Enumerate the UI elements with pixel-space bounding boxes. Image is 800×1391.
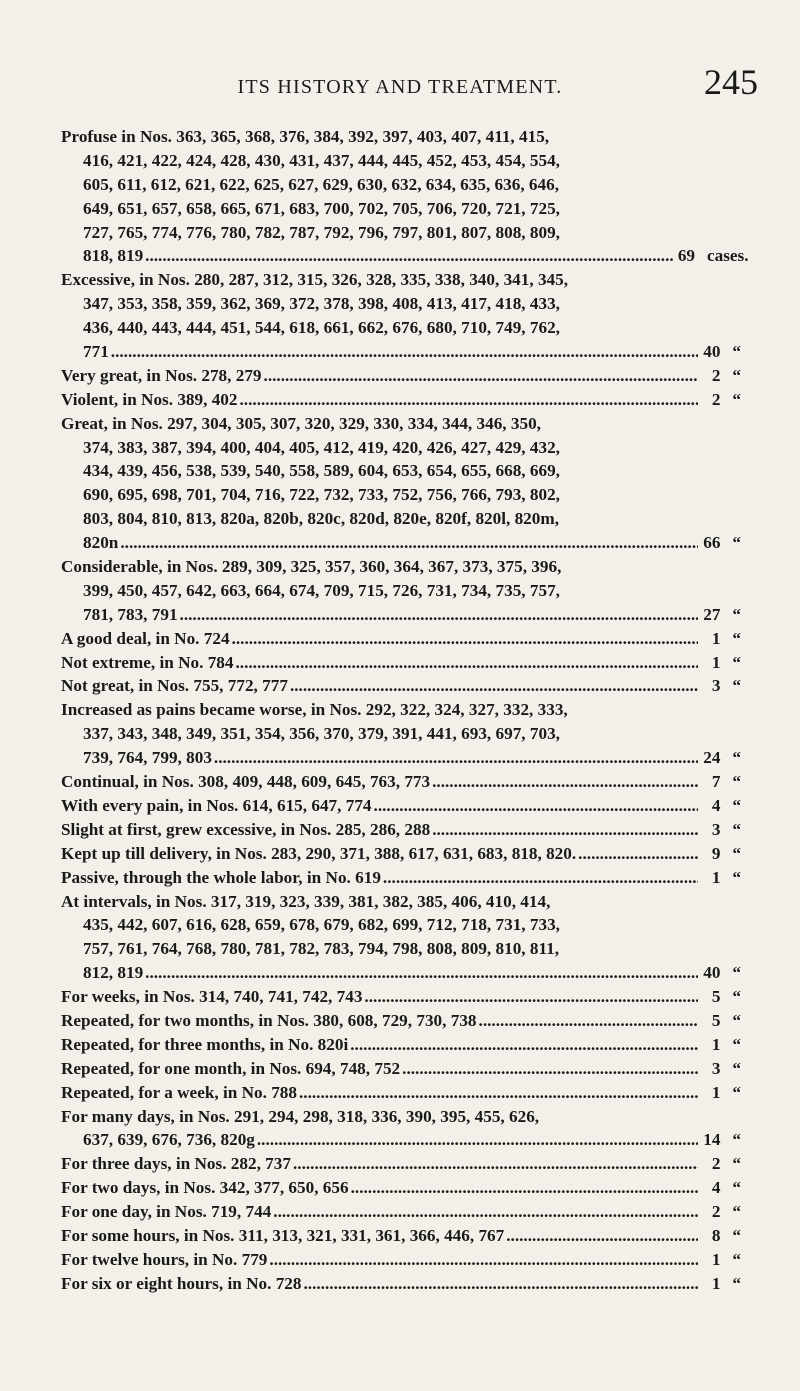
case-unit: “ [732, 652, 741, 672]
entry-text: A good deal, in No. 724 [61, 628, 230, 648]
entry-text: Not great, in Nos. 755, 772, 777 [61, 676, 288, 696]
entry-text: Very great, in Nos. 278, 279 [61, 365, 262, 385]
case-unit: “ [732, 1202, 741, 1222]
dot-leader [432, 770, 698, 794]
entry [61, 651, 741, 675]
entry [61, 698, 741, 770]
case-unit: “ [732, 1154, 741, 1174]
case-unit: “ [732, 1082, 741, 1102]
entry [61, 1272, 741, 1296]
running-title: ITS HISTORY AND TREATMENT. [237, 76, 563, 98]
case-count: 7 [711, 772, 721, 792]
entry-text: Excessive, in Nos. 280, 287, 312, 315, 326, 328, 335, 338, 340, 341, 345, [61, 270, 569, 290]
entry-text: For two days, in Nos. 342, 377, 650, 656 [61, 1178, 349, 1198]
entry-line [61, 173, 741, 197]
case-count: 3 [711, 819, 721, 839]
entry-final-line [61, 770, 741, 794]
entry-text: For six or eight hours, in No. 728 [61, 1273, 302, 1293]
dot-leader [350, 1033, 698, 1057]
entry-final-line [61, 340, 741, 364]
case-unit: “ [732, 1273, 741, 1293]
dot-leader [269, 1248, 698, 1272]
dot-leader [180, 603, 699, 627]
entry-line [61, 698, 741, 722]
dot-leader [232, 627, 699, 651]
case-count: 1 [711, 628, 721, 648]
entry-line [61, 555, 741, 579]
entry-text: With every pain, in Nos. 614, 615, 647, 774 [61, 795, 372, 815]
entry-text: For weeks, in Nos. 314, 740, 741, 742, 743 [61, 987, 363, 1007]
entry-text: 739, 764, 799, 803 [83, 748, 212, 768]
case-unit: “ [732, 843, 741, 863]
case-unit: “ [732, 1178, 741, 1198]
case-count: 2 [711, 1202, 721, 1222]
entry-final-line [61, 364, 741, 388]
dot-leader [111, 340, 699, 364]
entry [61, 1152, 741, 1176]
entry-text: 436, 440, 443, 444, 451, 544, 618, 661, 662, 676, 680, 710, 749, 762, [83, 318, 560, 338]
case-unit: “ [732, 987, 741, 1007]
entry-text: 605, 611, 612, 621, 622, 625, 627, 629, 630, 632, 634, 635, 636, 646, [83, 174, 560, 194]
entry-final-line [61, 1081, 741, 1105]
case-count: 5 [711, 1010, 721, 1030]
case-count: 40 [703, 963, 721, 983]
entry-line [61, 507, 741, 531]
entry-text: Not extreme, in No. 784 [61, 652, 234, 672]
entry-line [61, 937, 741, 961]
entry [61, 364, 741, 388]
entry-text: For one day, in Nos. 719, 744 [61, 1202, 272, 1222]
case-count: 2 [711, 389, 721, 409]
case-count: 27 [703, 604, 721, 624]
case-count: 40 [703, 342, 721, 362]
entry-text: 434, 439, 456, 538, 539, 540, 558, 589, 604, 653, 654, 655, 668, 669, [83, 461, 560, 481]
entry-text: For some hours, in Nos. 311, 313, 321, 331, 361, 366, 446, 767 [61, 1225, 505, 1245]
entry-text: Slight at first, grew excessive, in Nos. 285, 286, 288 [61, 819, 431, 839]
entry-text: 820n [83, 533, 119, 553]
entry-text: 781, 783, 791 [83, 604, 178, 624]
dot-leader [214, 746, 699, 770]
dot-leader [120, 531, 698, 555]
case-count: 4 [711, 1178, 721, 1198]
entry-final-line [61, 1152, 741, 1176]
case-count: 24 [703, 748, 721, 768]
entry-line [61, 197, 741, 221]
dot-leader [264, 364, 699, 388]
entry-text: 637, 639, 676, 736, 820g [83, 1130, 255, 1150]
dot-leader [257, 1128, 699, 1152]
entry-text: Violent, in Nos. 389, 402 [61, 389, 238, 409]
entry-line [61, 890, 741, 914]
entry [61, 1176, 741, 1200]
entry-line [61, 459, 741, 483]
entry-final-line [61, 985, 741, 1009]
entry-line [61, 221, 741, 245]
case-count: 14 [703, 1130, 721, 1150]
entry-text: Considerable, in Nos. 289, 309, 325, 357, 360, 364, 367, 373, 375, 396, [61, 557, 562, 577]
entry-text: At intervals, in Nos. 317, 319, 323, 339, 381, 382, 385, 406, 410, 414, [61, 891, 551, 911]
entry-final-line [61, 1248, 741, 1272]
entry-final-line [61, 627, 741, 651]
case-unit: cases. [707, 246, 749, 266]
entry-text: For three days, in Nos. 282, 737 [61, 1154, 291, 1174]
dot-leader [374, 794, 699, 818]
case-count: 66 [703, 533, 721, 553]
case-count: 2 [711, 365, 721, 385]
case-count: 1 [711, 1273, 721, 1293]
entry-text: 803, 804, 810, 813, 820a, 820b, 820c, 820d, 820e, 820f, 820l, 820m, [83, 509, 559, 529]
case-unit: “ [732, 604, 741, 624]
entry-final-line [61, 1272, 741, 1296]
case-unit: “ [732, 748, 741, 768]
entry-line [61, 436, 741, 460]
entry-line [61, 913, 741, 937]
case-count: 8 [711, 1225, 721, 1245]
entry-text: 337, 343, 348, 349, 351, 354, 356, 370, 379, 391, 441, 693, 697, 703, [83, 724, 560, 744]
entry-final-line [61, 818, 741, 842]
entry [61, 268, 741, 364]
entry [61, 770, 741, 794]
entry [61, 842, 741, 866]
entry-line [61, 316, 741, 340]
entry [61, 794, 741, 818]
case-count: 69 [677, 246, 695, 266]
entry-final-line [61, 388, 741, 412]
dot-leader [303, 1272, 698, 1296]
entry [61, 1057, 741, 1081]
case-unit: “ [732, 1225, 741, 1245]
entry-text: Kept up till delivery, in Nos. 283, 290, 371, 388, 617, 631, 683, 818, 820. [61, 843, 577, 863]
entry [61, 674, 741, 698]
case-unit: “ [732, 1130, 741, 1150]
entry [61, 1200, 741, 1224]
page-number: 245 [704, 62, 758, 102]
case-count: 1 [711, 1034, 721, 1054]
case-count: 2 [711, 1154, 721, 1174]
entry-final-line [61, 1224, 741, 1248]
entry [61, 1009, 741, 1033]
entry-final-line [61, 651, 741, 675]
case-count: 4 [711, 795, 721, 815]
entry-list [61, 125, 749, 1296]
entry-final-line [61, 1128, 741, 1152]
entry-line [61, 412, 741, 436]
dot-leader [293, 1152, 698, 1176]
case-unit: “ [732, 342, 741, 362]
entry-text: 690, 695, 698, 701, 704, 716, 722, 732, 733, 752, 756, 766, 793, 802, [83, 485, 560, 505]
case-unit: “ [732, 1249, 741, 1269]
dot-leader [273, 1200, 698, 1224]
dot-leader [432, 818, 698, 842]
entry-text: 399, 450, 457, 642, 663, 664, 674, 709, 715, 726, 731, 734, 735, 757, [83, 580, 560, 600]
entry-line [61, 125, 741, 149]
entry [61, 125, 749, 268]
entry [61, 890, 741, 986]
entry-text: 416, 421, 422, 424, 428, 430, 431, 437, 444, 445, 452, 453, 454, 554, [83, 150, 560, 170]
entry-text: 435, 442, 607, 616, 628, 659, 678, 679, 682, 699, 712, 718, 731, 733, [83, 915, 560, 935]
case-unit: “ [732, 867, 741, 887]
entry-text: Repeated, for three months, in No. 820i [61, 1034, 349, 1054]
entry-final-line [61, 603, 741, 627]
entry-final-line [61, 531, 741, 555]
case-unit: “ [732, 365, 741, 385]
entry-text: Passive, through the whole labor, in No. 619 [61, 867, 381, 887]
entry-final-line [61, 746, 741, 770]
entry-line [61, 268, 741, 292]
entry-text: 818, 819 [83, 246, 144, 266]
entry-final-line [61, 842, 741, 866]
entry-text: 771 [83, 342, 109, 362]
case-count: 3 [711, 1058, 721, 1078]
entry [61, 1224, 741, 1248]
case-unit: “ [732, 795, 741, 815]
entry [61, 555, 741, 627]
entry-text: For many days, in Nos. 291, 294, 298, 318, 336, 390, 395, 455, 626, [61, 1106, 540, 1126]
entry-final-line [61, 674, 741, 698]
case-unit: “ [732, 1058, 741, 1078]
entry [61, 1248, 741, 1272]
dot-leader [240, 388, 699, 412]
case-unit: “ [732, 628, 741, 648]
entry-line [61, 1105, 741, 1129]
entry-final-line [61, 1009, 741, 1033]
entry-text: Repeated, for two months, in Nos. 380, 608, 729, 730, 738 [61, 1010, 477, 1030]
case-unit: “ [732, 963, 741, 983]
dot-leader [351, 1176, 699, 1200]
entry-text: Profuse in Nos. 363, 365, 368, 376, 384, 392, 397, 403, 407, 411, 415, [61, 127, 550, 146]
dot-leader [383, 866, 698, 890]
entry-text: Continual, in Nos. 308, 409, 448, 609, 645, 763, 773 [61, 772, 431, 792]
entry [61, 1105, 741, 1153]
case-unit: “ [732, 819, 741, 839]
entry-final-line [61, 1200, 741, 1224]
dot-leader [299, 1081, 698, 1105]
entry-line [61, 722, 741, 746]
entry-line [61, 292, 741, 316]
entry-text: Repeated, for one month, in Nos. 694, 748, 752 [61, 1058, 401, 1078]
dot-leader [290, 674, 698, 698]
entry-text: 649, 651, 657, 658, 665, 671, 683, 700, 702, 705, 706, 720, 721, 725, [83, 198, 560, 218]
case-unit: “ [732, 1010, 741, 1030]
entry-text: 727, 765, 774, 776, 780, 782, 787, 792, 796, 797, 801, 807, 808, 809, [83, 222, 560, 242]
case-count: 1 [711, 1082, 721, 1102]
entry [61, 1081, 741, 1105]
case-unit: “ [732, 676, 741, 696]
dot-leader [145, 961, 698, 985]
case-count: 9 [711, 843, 721, 863]
entry [61, 412, 741, 555]
entry [61, 866, 741, 890]
entry-text: Increased as pains became worse, in Nos. 292, 322, 324, 327, 332, 333, [61, 700, 568, 720]
entry [61, 627, 741, 651]
dot-leader [506, 1224, 698, 1248]
entry-text: Great, in Nos. 297, 304, 305, 307, 320, 329, 330, 334, 344, 346, 350, [61, 413, 541, 433]
case-count: 1 [711, 867, 721, 887]
running-head [0, 62, 800, 102]
case-count: 1 [711, 652, 721, 672]
dot-leader [145, 244, 673, 268]
entry [61, 1033, 741, 1057]
case-count: 3 [711, 676, 721, 696]
entry-final-line [61, 1033, 741, 1057]
entry-line [61, 149, 741, 173]
entry-text: 757, 761, 764, 768, 780, 781, 782, 783, 794, 798, 808, 809, 810, 811, [83, 939, 560, 959]
entry-line [61, 483, 741, 507]
dot-leader [364, 985, 698, 1009]
entry [61, 985, 741, 1009]
case-unit: “ [732, 772, 741, 792]
entry-final-line [61, 794, 741, 818]
entry [61, 818, 741, 842]
case-count: 5 [711, 987, 721, 1007]
dot-leader [235, 651, 698, 675]
entry-final-line [61, 961, 741, 985]
entry-final-line [61, 244, 749, 268]
case-unit: “ [732, 1034, 741, 1054]
entry-text: 812, 819 [83, 963, 144, 983]
case-unit: “ [732, 533, 741, 553]
entry-final-line [61, 866, 741, 890]
entry-text: 347, 353, 358, 359, 362, 369, 372, 378, 398, 408, 413, 417, 418, 433, [83, 294, 560, 314]
entry-text: For twelve hours, in No. 779 [61, 1249, 268, 1269]
entry-final-line [61, 1057, 741, 1081]
entry-text: 374, 383, 387, 394, 400, 404, 405, 412, 419, 420, 426, 427, 429, 432, [83, 437, 560, 457]
entry-line [61, 579, 741, 603]
entry-final-line [61, 1176, 741, 1200]
entry-text: Repeated, for a week, in No. 788 [61, 1082, 297, 1102]
case-count: 1 [711, 1249, 721, 1269]
dot-leader [402, 1057, 698, 1081]
entry [61, 388, 741, 412]
dot-leader [578, 842, 698, 866]
dot-leader [479, 1009, 699, 1033]
case-unit: “ [732, 389, 741, 409]
